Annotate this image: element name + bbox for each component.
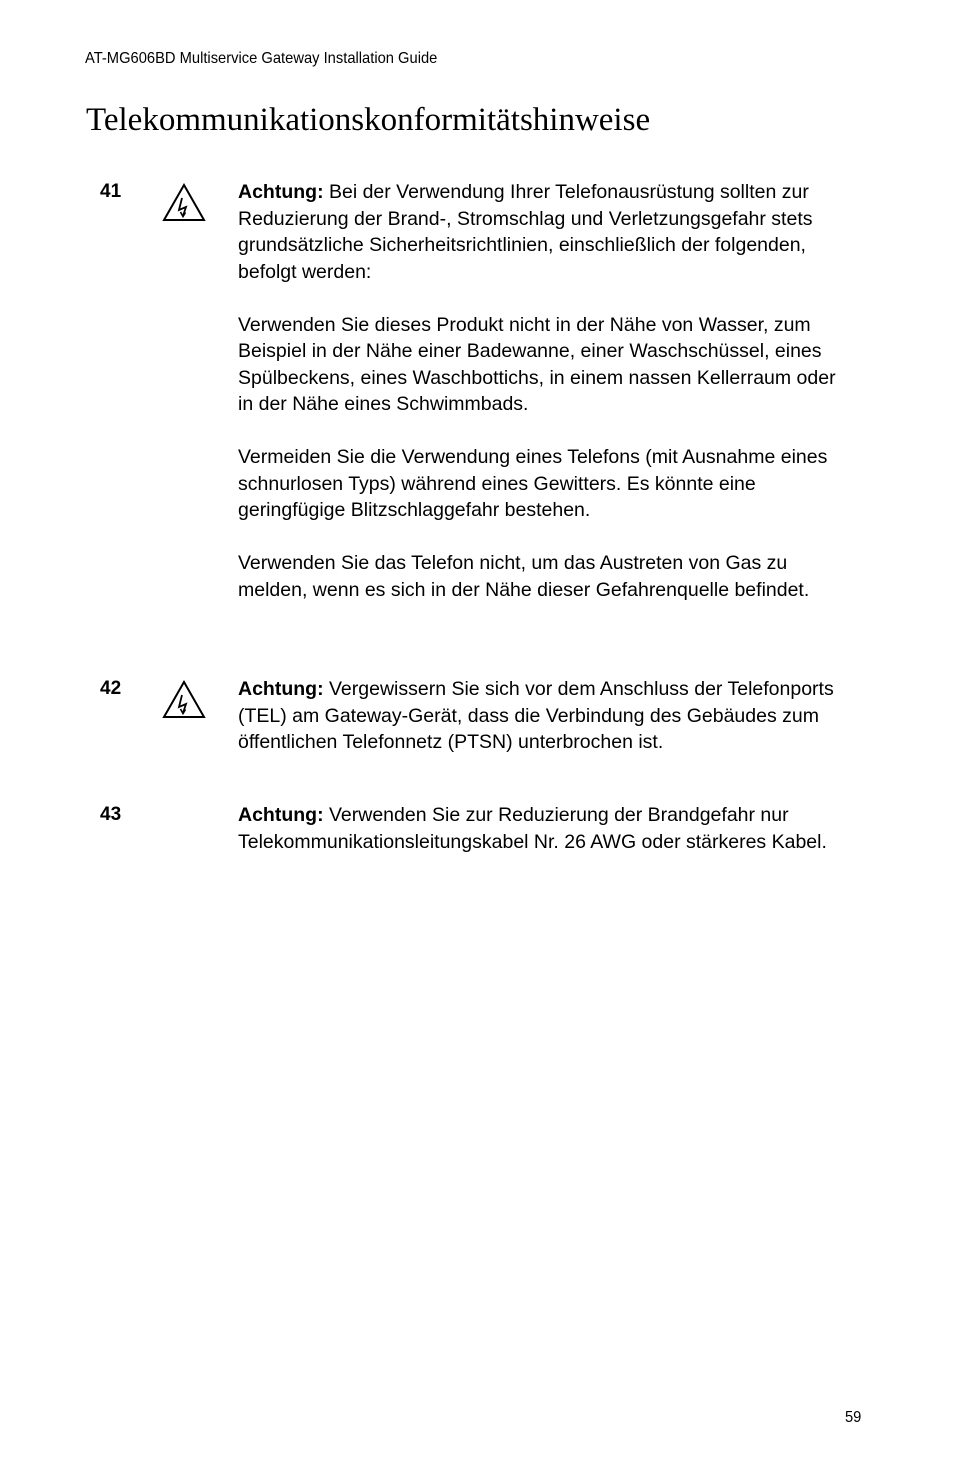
page-title: Telekommunikationskonformitätshinweise [86, 102, 651, 138]
item-paragraph: Verwenden Sie das Telefon nicht, um das Austreten von Gas zu melden, wenn es sich in der Nähe dieser Gefahrenquelle befindet. [238, 552, 810, 601]
item-intro-paragraph [238, 676, 850, 756]
item-intro-paragraph [238, 802, 850, 855]
item-intro-text: Verwenden Sie zur Reduzierung der Brandgefahr nur Telekommunikationsleitungskabel Nr. 26 AWG oder stärkeres Kabel. [238, 804, 827, 853]
caution-label: Achtung: [238, 804, 324, 826]
item-intro-text: Vergewissern Sie sich vor dem Anschluss der Telefonports (TEL) am Gateway-Gerät, dass die Verbindung des Gebäudes zum öffentlichen Telefonnetz (PTSN) unterbrochen ist. [238, 678, 834, 753]
item-body [238, 676, 850, 756]
caution-label: Achtung: [238, 678, 324, 700]
electrical-hazard-warning-icon [162, 183, 206, 223]
item-number: 43 [100, 804, 122, 825]
item-paragraph: Verwenden Sie dieses Produkt nicht in der Nähe von Wasser, zum Beispiel in der Nähe einer Badewanne, einer Waschschüssel, eines Spülbeckens, eines Waschbottichs, in einem nassen Kellerraum oder in der Nähe eines Schwimmbads. [238, 313, 836, 415]
item-body [238, 179, 850, 603]
running-header: AT-MG606BD Multiservice Gateway Installation Guide [85, 50, 438, 67]
item-body [238, 802, 850, 855]
item-intro-paragraph [238, 179, 850, 285]
item-intro-text: Bei der Verwendung Ihrer Telefonausrüstung sollten zur Reduzierung der Brand-, Stromschlag und Verletzungsgefahr stets grundsätzliche Sicherheitsrichtlinien, einschließlich der folgenden, befolgt werden: [238, 181, 813, 283]
page-number: 59 [845, 1409, 862, 1426]
item-number: 41 [100, 181, 122, 202]
caution-label: Achtung: [238, 181, 324, 203]
electrical-hazard-warning-icon [162, 680, 206, 720]
item-number: 42 [100, 678, 122, 699]
item-paragraph: Vermeiden Sie die Verwendung eines Telefons (mit Ausnahme eines schnurlosen Typs) während eines Gewitters. Es könnte eine geringfügige Blitzschlaggefahr bestehen. [238, 446, 828, 521]
